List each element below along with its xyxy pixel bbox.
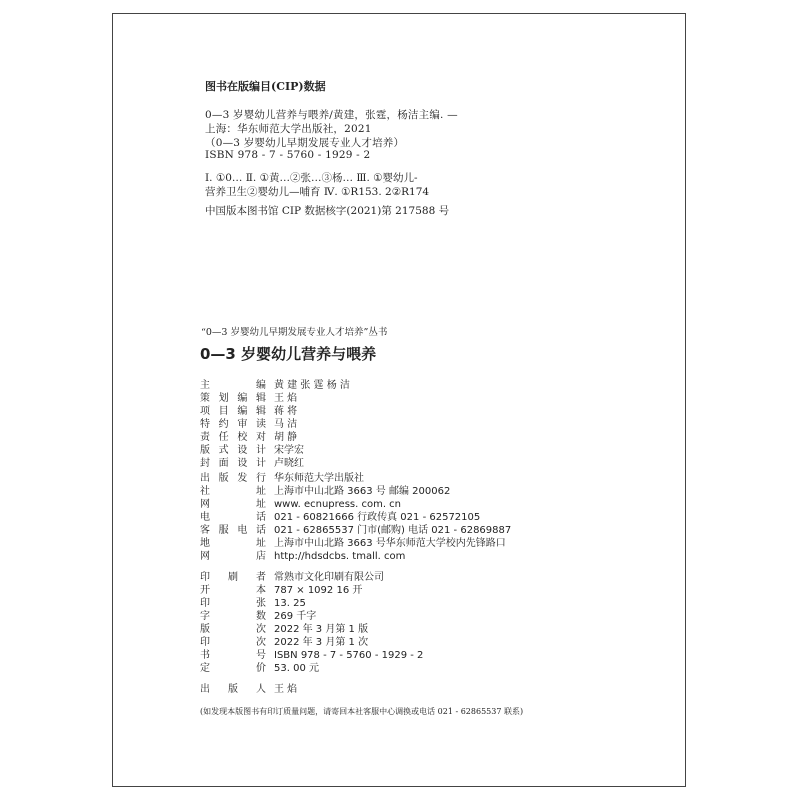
publisher-person-label: 出 版 人 bbox=[200, 684, 266, 695]
cip-line: ISBN 978 - 7 - 5760 - 1929 - 2 bbox=[205, 149, 371, 161]
printing-value: ISBN 978 - 7 - 5760 - 1929 - 2 bbox=[274, 650, 424, 661]
printing-row bbox=[200, 584, 362, 598]
publisher-value: 上海市中山北路 3663 号 邮编 200062 bbox=[274, 486, 451, 497]
printing-label: 印 刷 者 bbox=[200, 572, 266, 583]
publisher-label: 客服电话 bbox=[200, 525, 266, 536]
printing-row bbox=[200, 662, 319, 676]
credit-row bbox=[200, 457, 304, 471]
cip-data-number: 中国版本图书馆 CIP 数据核字(2021)第 217588 号 bbox=[205, 205, 450, 217]
credit-label: 特约审读 bbox=[200, 419, 266, 430]
publisher-person-row bbox=[200, 683, 297, 697]
credit-value: 马 洁 bbox=[274, 419, 298, 430]
printing-label: 定 价 bbox=[200, 663, 266, 674]
credit-row bbox=[200, 392, 297, 406]
publisher-label: 网 址 bbox=[200, 499, 266, 510]
publisher-row bbox=[200, 472, 364, 486]
publisher-label: 地 址 bbox=[200, 538, 266, 549]
publisher-row bbox=[200, 550, 405, 564]
printing-value: 53. 00 元 bbox=[274, 663, 319, 674]
printing-label: 印 张 bbox=[200, 598, 266, 609]
printing-value: 常熟市文化印刷有限公司 bbox=[274, 572, 384, 583]
printing-label: 书 号 bbox=[200, 650, 266, 661]
printing-row bbox=[200, 597, 306, 611]
printing-label: 版 次 bbox=[200, 624, 266, 635]
cip-line: 0—3 岁婴幼儿营养与喂养/黄建，张霆，杨洁主编. — bbox=[205, 109, 458, 121]
printing-label: 印 次 bbox=[200, 637, 266, 648]
credit-label: 封面设计 bbox=[200, 458, 266, 469]
credit-label: 主 编 bbox=[200, 380, 266, 391]
credit-row bbox=[200, 379, 350, 393]
cip-heading: 图书在版编目(CIP)数据 bbox=[205, 80, 326, 93]
credit-label: 项目编辑 bbox=[200, 406, 266, 417]
credit-value: 黄 建 张 霆 杨 洁 bbox=[274, 380, 350, 391]
publisher-value: www. ecnupress. com. cn bbox=[274, 499, 402, 510]
printing-label: 开 本 bbox=[200, 585, 266, 596]
publisher-label: 网 店 bbox=[200, 551, 266, 562]
cip-subject-line: Ⅰ. ①0… Ⅱ. ①黄…②张…③杨… Ⅲ. ①婴幼儿- bbox=[205, 172, 418, 184]
cip-line: 上海：华东师范大学出版社，2021 bbox=[205, 123, 372, 135]
credit-value: 蒋 将 bbox=[274, 406, 298, 417]
credit-label: 责任校对 bbox=[200, 432, 266, 443]
publisher-value: 021 - 62865537 门市(邮购) 电话 021 - 62869887 bbox=[274, 525, 512, 536]
page-frame bbox=[112, 13, 686, 787]
credit-row bbox=[200, 405, 297, 419]
book-title: 0—3 岁婴幼儿营养与喂养 bbox=[200, 345, 377, 363]
printing-value: 269 千字 bbox=[274, 611, 317, 622]
printing-row bbox=[200, 636, 368, 650]
publisher-row bbox=[200, 511, 480, 525]
cip-subject-line: 营养卫生②婴幼儿—哺育 Ⅳ. ①R153. 2②R174 bbox=[205, 186, 430, 198]
credit-label: 版式设计 bbox=[200, 445, 266, 456]
cip-line: （0—3 岁婴幼儿早期发展专业人才培养） bbox=[205, 137, 405, 149]
series-title: “0—3 岁婴幼儿早期发展专业人才培养”丛书 bbox=[201, 327, 388, 338]
credit-row bbox=[200, 418, 297, 432]
printing-row bbox=[200, 623, 368, 637]
printing-value: 13. 25 bbox=[274, 598, 306, 609]
publisher-row bbox=[200, 485, 450, 499]
printing-row bbox=[200, 571, 384, 585]
printing-value: 2022 年 3 月第 1 版 bbox=[274, 624, 369, 635]
publisher-row bbox=[200, 537, 506, 551]
credit-row bbox=[200, 444, 304, 458]
credit-label: 策划编辑 bbox=[200, 393, 266, 404]
publisher-label: 电 话 bbox=[200, 512, 266, 523]
printing-value: 2022 年 3 月第 1 次 bbox=[274, 637, 369, 648]
credit-value: 胡 静 bbox=[274, 432, 298, 443]
credit-value: 宋学宏 bbox=[274, 445, 304, 456]
printing-row bbox=[200, 649, 423, 663]
publisher-row bbox=[200, 524, 511, 538]
credit-value: 卢晓红 bbox=[274, 458, 304, 469]
printing-value: 787 × 1092 16 开 bbox=[274, 585, 363, 596]
publisher-label: 社 址 bbox=[200, 486, 266, 497]
credit-row bbox=[200, 431, 297, 445]
publisher-value: 上海市中山北路 3663 号华东师范大学校内先锋路口 bbox=[274, 538, 506, 549]
publisher-label: 出版发行 bbox=[200, 473, 266, 484]
printing-label: 字 数 bbox=[200, 611, 266, 622]
publisher-value: 021 - 60821666 行政传真 021 - 62572105 bbox=[274, 512, 481, 523]
credit-value: 王 焰 bbox=[274, 393, 298, 404]
quality-notice: (如发现本版图书有印订质量问题，请寄回本社客服中心调换或电话 021 - 62865537 联系) bbox=[200, 707, 524, 716]
publisher-value: http://hdsdcbs. tmall. com bbox=[274, 551, 406, 562]
printing-row bbox=[200, 610, 316, 624]
publisher-row bbox=[200, 498, 401, 512]
publisher-person-value: 王 焰 bbox=[274, 684, 298, 695]
publisher-value: 华东师范大学出版社 bbox=[274, 473, 364, 484]
